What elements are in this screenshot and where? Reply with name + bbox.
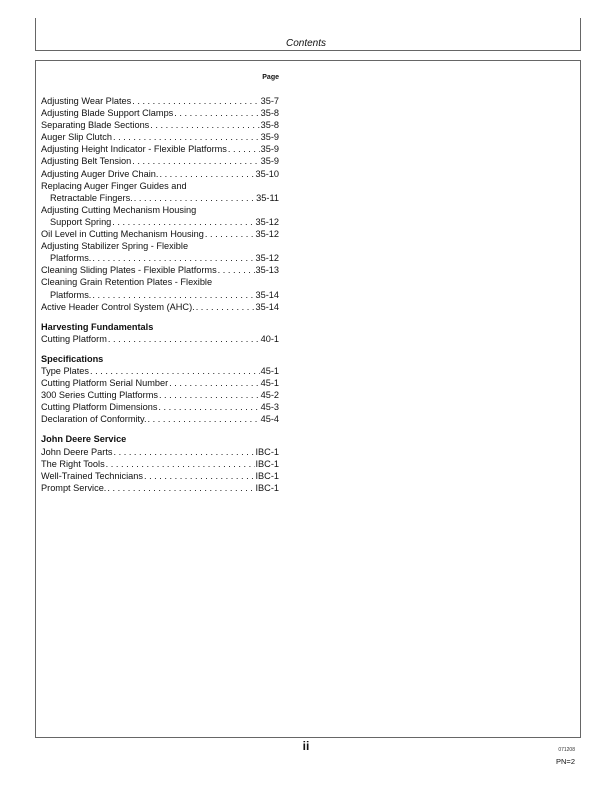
toc-entry[interactable] bbox=[41, 119, 279, 131]
toc-entry[interactable] bbox=[41, 289, 279, 301]
dot-leader bbox=[107, 482, 254, 494]
toc-entry-page: 35-9 bbox=[260, 132, 279, 143]
toc-entry-line: Cleaning Grain Retention Plates - Flexible bbox=[41, 277, 213, 288]
toc-entry-line: Replacing Auger Finger Guides and bbox=[41, 180, 187, 191]
toc-entry[interactable] bbox=[41, 333, 279, 345]
toc-entry-page: 35-9 bbox=[260, 156, 279, 167]
table-of-contents bbox=[41, 95, 279, 494]
dot-leader bbox=[132, 95, 259, 107]
toc-entry[interactable] bbox=[41, 216, 279, 228]
toc-entry-page: IBC-1 bbox=[255, 482, 279, 493]
toc-entry-line: Adjusting Cutting Mechanism Housing bbox=[41, 204, 197, 215]
toc-entry[interactable] bbox=[41, 143, 279, 155]
dot-leader bbox=[205, 228, 255, 240]
section-heading: John Deere Service bbox=[41, 434, 127, 445]
toc-entry-page: 45-1 bbox=[260, 365, 279, 376]
pn-label: PN=2 bbox=[556, 757, 575, 766]
toc-entry-page: 45-2 bbox=[260, 390, 279, 401]
dot-leader bbox=[114, 446, 255, 458]
toc-entry[interactable] bbox=[41, 168, 279, 180]
toc-entry-title: The Right Tools bbox=[41, 458, 105, 469]
toc-entry[interactable] bbox=[41, 446, 279, 458]
toc-entry-page: 35-14 bbox=[255, 301, 279, 312]
toc-entry-page: IBC-1 bbox=[255, 470, 279, 481]
toc-entry-page: 35-8 bbox=[260, 120, 279, 131]
dot-leader bbox=[92, 289, 254, 301]
dot-leader bbox=[112, 216, 254, 228]
toc-entry-page: 45-4 bbox=[260, 414, 279, 425]
toc-entry-page: IBC-1 bbox=[255, 446, 279, 457]
toc-entry-page: 35-8 bbox=[260, 108, 279, 119]
toc-entry-title: Cleaning Sliding Plates - Flexible Platforms bbox=[41, 265, 217, 276]
toc-entry-title: Cutting Platform Dimensions bbox=[41, 402, 158, 413]
toc-entry[interactable] bbox=[41, 377, 279, 389]
dot-leader bbox=[113, 131, 260, 143]
toc-entry-title: Adjusting Belt Tension bbox=[41, 156, 132, 167]
dot-leader bbox=[144, 470, 255, 482]
toc-entry-title: 300 Series Cutting Platforms bbox=[41, 390, 158, 401]
toc-entry-page: 45-3 bbox=[260, 402, 279, 413]
toc-entry-page: 35-12 bbox=[255, 229, 279, 240]
dot-leader bbox=[106, 458, 255, 470]
toc-entry-page: 35-13 bbox=[255, 265, 279, 276]
toc-entry[interactable] bbox=[41, 155, 279, 167]
header-bottom-rule bbox=[35, 50, 581, 51]
page-number: ii bbox=[302, 739, 310, 753]
page-column-label: Page bbox=[262, 74, 279, 81]
toc-entry[interactable] bbox=[41, 252, 279, 264]
toc-entry-title: Active Header Control System (AHC). bbox=[41, 301, 195, 312]
dot-leader bbox=[148, 413, 260, 425]
toc-entry-title: Adjusting Auger Drive Chain. bbox=[41, 168, 159, 179]
toc-entry[interactable] bbox=[41, 95, 279, 107]
toc-entry[interactable] bbox=[41, 192, 279, 204]
page-title: Contents bbox=[285, 38, 327, 49]
toc-entry[interactable] bbox=[41, 131, 279, 143]
toc-entry[interactable] bbox=[41, 470, 279, 482]
toc-entry-page: 40-1 bbox=[260, 333, 279, 344]
toc-entry[interactable] bbox=[41, 389, 279, 401]
toc-entry-title: John Deere Parts bbox=[41, 446, 113, 457]
toc-entry-title: Adjusting Height Indicator - Flexible Platforms bbox=[41, 144, 227, 155]
toc-entry-title: Well-Trained Technicians bbox=[41, 470, 143, 481]
dot-leader bbox=[159, 389, 260, 401]
dot-leader bbox=[218, 264, 255, 276]
dot-leader bbox=[159, 168, 254, 180]
toc-entry-page: 35-7 bbox=[260, 96, 279, 106]
dot-leader bbox=[132, 155, 259, 167]
dot-leader bbox=[134, 192, 255, 204]
dot-leader bbox=[158, 401, 259, 413]
frame-left-rule bbox=[35, 60, 36, 738]
frame-top-rule bbox=[35, 60, 581, 61]
toc-entry-page: 35-11 bbox=[256, 192, 279, 203]
toc-entry-page: 35-10 bbox=[255, 168, 279, 179]
toc-entry[interactable] bbox=[41, 301, 279, 313]
dot-leader bbox=[228, 143, 260, 155]
frame-bottom-rule bbox=[35, 737, 581, 738]
dot-leader bbox=[90, 365, 260, 377]
toc-entry-title: Adjusting Wear Plates bbox=[41, 96, 132, 106]
toc-entry-title: Retractable Fingers. bbox=[50, 192, 133, 203]
section-heading: Specifications bbox=[41, 353, 104, 364]
toc-entry-title: Declaration of Conformity. bbox=[41, 414, 147, 425]
toc-entry[interactable] bbox=[41, 413, 279, 425]
toc-entry-title: Cutting Platform Serial Number bbox=[41, 378, 169, 389]
toc-entry-title: Platforms. bbox=[50, 253, 92, 264]
dot-leader bbox=[196, 301, 255, 313]
toc-entry[interactable] bbox=[41, 401, 279, 413]
toc-entry-page: 45-1 bbox=[260, 378, 279, 389]
toc-entry-title: Auger Slip Clutch bbox=[41, 132, 112, 143]
toc-entry-title: Type Plates bbox=[41, 365, 90, 376]
toc-entry-title: Platforms. bbox=[50, 289, 92, 300]
toc-entry-title: Adjusting Blade Support Clamps bbox=[41, 108, 174, 119]
toc-entry-title: Support Spring bbox=[50, 216, 112, 227]
document-code: 071208 bbox=[558, 747, 575, 753]
toc-entry[interactable] bbox=[41, 264, 279, 276]
dot-leader bbox=[174, 107, 259, 119]
dot-leader bbox=[150, 119, 259, 131]
section-heading: Harvesting Fundamentals bbox=[41, 321, 154, 332]
toc-entry-page: 35-12 bbox=[255, 216, 279, 227]
toc-entry[interactable] bbox=[41, 107, 279, 119]
toc-entry-page: IBC-1 bbox=[255, 458, 279, 469]
toc-entry-page: 35-14 bbox=[255, 289, 279, 300]
toc-entry-title: Cutting Platform bbox=[41, 333, 107, 344]
toc-entry-title: Separating Blade Sections bbox=[41, 120, 150, 131]
toc-entry[interactable] bbox=[41, 365, 279, 377]
dot-leader bbox=[169, 377, 259, 389]
toc-entry-line: Adjusting Stabilizer Spring - Flexible bbox=[41, 241, 189, 252]
toc-entry[interactable] bbox=[41, 458, 279, 470]
toc-entry[interactable] bbox=[41, 228, 279, 240]
toc-entry-title: Prompt Service. bbox=[41, 482, 107, 493]
toc-entry-page: 35-12 bbox=[255, 253, 279, 264]
dot-leader bbox=[108, 333, 260, 345]
toc-entry-page: 35-9 bbox=[260, 144, 279, 155]
frame-right-rule bbox=[580, 60, 581, 738]
toc-entry-title: Oil Level in Cutting Mechanism Housing bbox=[41, 229, 204, 240]
dot-leader bbox=[92, 252, 254, 264]
toc-entry[interactable] bbox=[41, 482, 279, 494]
